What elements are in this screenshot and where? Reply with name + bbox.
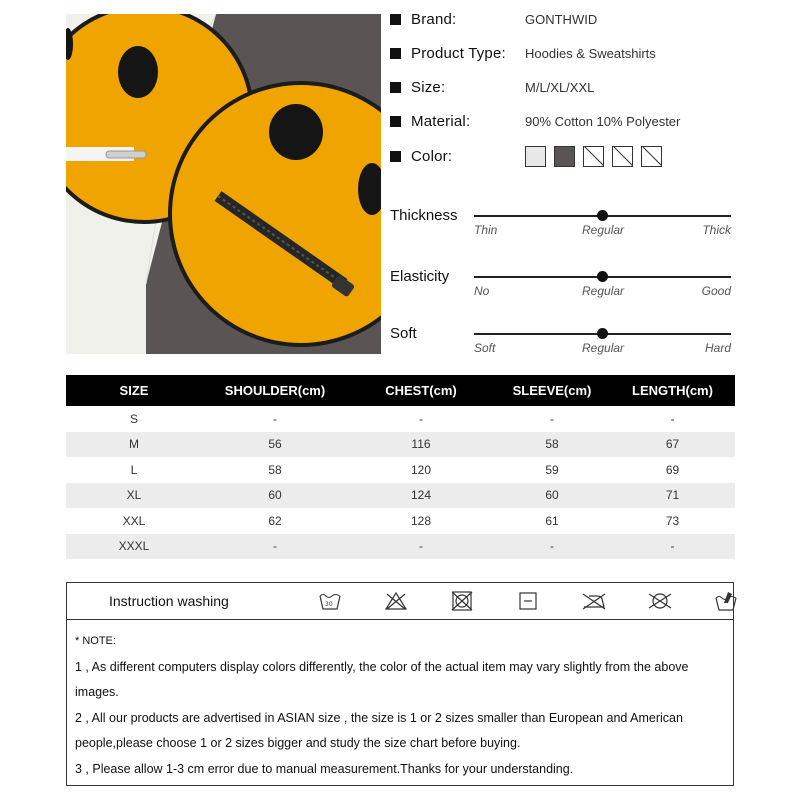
scale-mid-label: Regular — [582, 284, 625, 298]
table-cell: 124 — [348, 483, 494, 509]
table-cell: 69 — [665, 462, 680, 477]
table-cell: XXL — [122, 513, 146, 528]
brand-value: GONTHWID — [525, 11, 598, 27]
table-cell: XL — [66, 483, 202, 509]
material-row — [390, 110, 680, 132]
thickness-scale — [390, 207, 735, 251]
care-and-notes-box — [66, 582, 734, 786]
bullet-icon — [390, 48, 401, 59]
washing-title: Instruction washing — [109, 593, 229, 609]
table-cell: 71 — [610, 483, 735, 509]
hand-wash-icon — [693, 587, 759, 615]
header-length: LENGTH(cm) — [610, 375, 735, 406]
table-cell: 116 — [348, 432, 494, 458]
bullet-icon — [390, 116, 401, 127]
table-row — [66, 457, 735, 483]
brand-label: Brand: — [411, 10, 457, 28]
table-cell: 60 — [202, 483, 348, 509]
swatch-unavailable — [641, 146, 662, 167]
scale-max-label: Good — [701, 284, 731, 298]
washing-header — [67, 583, 733, 620]
scale-title: Soft — [390, 325, 417, 342]
table-cell: 128 — [410, 513, 432, 528]
svg-text:30: 30 — [325, 601, 333, 608]
scale-max-label: Hard — [704, 341, 731, 355]
table-cell: - — [610, 534, 735, 560]
scale-mid-label: Regular — [582, 223, 625, 237]
table-header-row — [66, 375, 735, 406]
swatch-unavailable — [612, 146, 633, 167]
note-item: 1 , As different computers display colors differently, the color of the actual item may vary slightly from the above images. — [75, 659, 689, 699]
table-cell: - — [202, 534, 348, 560]
size-chart-table — [66, 375, 735, 559]
care-icons — [297, 587, 759, 615]
table-cell: - — [550, 411, 554, 426]
table-cell: 120 — [410, 462, 432, 477]
table-cell: 67 — [610, 432, 735, 458]
table-cell: 61 — [545, 513, 559, 528]
size-label: Size: — [411, 78, 446, 96]
color-swatches — [525, 146, 662, 167]
scale-marker — [597, 210, 608, 221]
swatch-light-gray[interactable] — [525, 146, 546, 167]
scale-min-label: Thin — [474, 223, 498, 237]
no-iron-icon — [561, 587, 627, 615]
color-label: Color: — [411, 147, 453, 165]
softness-scale — [390, 325, 735, 369]
brand-row — [390, 8, 597, 30]
bullet-icon — [390, 151, 401, 162]
scale-mid-label: Regular — [582, 341, 625, 355]
bullet-icon — [390, 14, 401, 25]
material-value: 90% Cotton 10% Polyester — [525, 113, 681, 129]
flat-dry-icon — [495, 587, 561, 615]
size-value: M/L/XL/XXL — [525, 79, 595, 95]
table-cell: 62 — [268, 513, 282, 528]
table-cell: XXXL — [66, 534, 202, 560]
table-cell: - — [348, 534, 494, 560]
no-tumble-dry-icon — [429, 587, 495, 615]
table-row — [66, 483, 735, 509]
note-item: 3 , Please allow 1-3 cm error due to manual measurement.Thanks for your understanding. — [75, 761, 574, 776]
table-cell: M — [66, 432, 202, 458]
note-item: 2 , All our products are advertised in ASIAN size , the size is 1 or 2 sizes smaller than European and American people,please choose 1 or 2 sizes bigger and study the size chart before buying. — [75, 710, 683, 750]
scale-title: Thickness — [390, 207, 458, 224]
table-cell: 56 — [202, 432, 348, 458]
table-row — [66, 508, 735, 534]
product-type-value: Hoodies & Sweatshirts — [525, 45, 656, 61]
table-cell: 58 — [268, 462, 282, 477]
product-photo — [66, 14, 381, 354]
table-cell: - — [273, 411, 277, 426]
product-type-row — [390, 42, 656, 64]
header-chest: CHEST(cm) — [348, 375, 494, 406]
material-label: Material: — [411, 112, 471, 130]
elasticity-scale — [390, 268, 735, 312]
table-cell: - — [670, 411, 675, 426]
table-cell: 58 — [494, 432, 610, 458]
table-cell: L — [130, 462, 138, 477]
hand-wash-30-icon — [297, 587, 363, 615]
header-sleeve: SLEEVE(cm) — [494, 375, 610, 406]
table-row — [66, 406, 735, 432]
no-bleach-icon — [363, 587, 429, 615]
table-row — [66, 432, 735, 458]
scale-title: Elasticity — [390, 268, 450, 285]
swatch-dark-gray[interactable] — [554, 146, 575, 167]
scale-marker — [597, 328, 608, 339]
table-cell: - — [419, 411, 423, 426]
no-dry-clean-icon — [627, 587, 693, 615]
smiley-patch-illustration — [66, 14, 381, 354]
swatch-unavailable — [583, 146, 604, 167]
table-cell: 59 — [545, 462, 559, 477]
table-cell: S — [129, 411, 138, 426]
table-cell: - — [494, 534, 610, 560]
note-heading: * NOTE: — [75, 635, 116, 647]
header-shoulder: SHOULDER(cm) — [202, 375, 348, 406]
table-cell: 60 — [494, 483, 610, 509]
bullet-icon — [390, 82, 401, 93]
notes-section — [67, 620, 733, 782]
header-size: SIZE — [66, 375, 202, 406]
table-cell: 73 — [665, 513, 680, 528]
table-row — [66, 534, 735, 560]
size-row — [390, 76, 594, 98]
scale-min-label: Soft — [474, 341, 496, 355]
product-type-label: Product Type: — [411, 44, 506, 62]
scale-marker — [597, 271, 608, 282]
scale-max-label: Thick — [702, 223, 731, 237]
color-row — [390, 145, 662, 167]
scale-min-label: No — [474, 284, 490, 298]
